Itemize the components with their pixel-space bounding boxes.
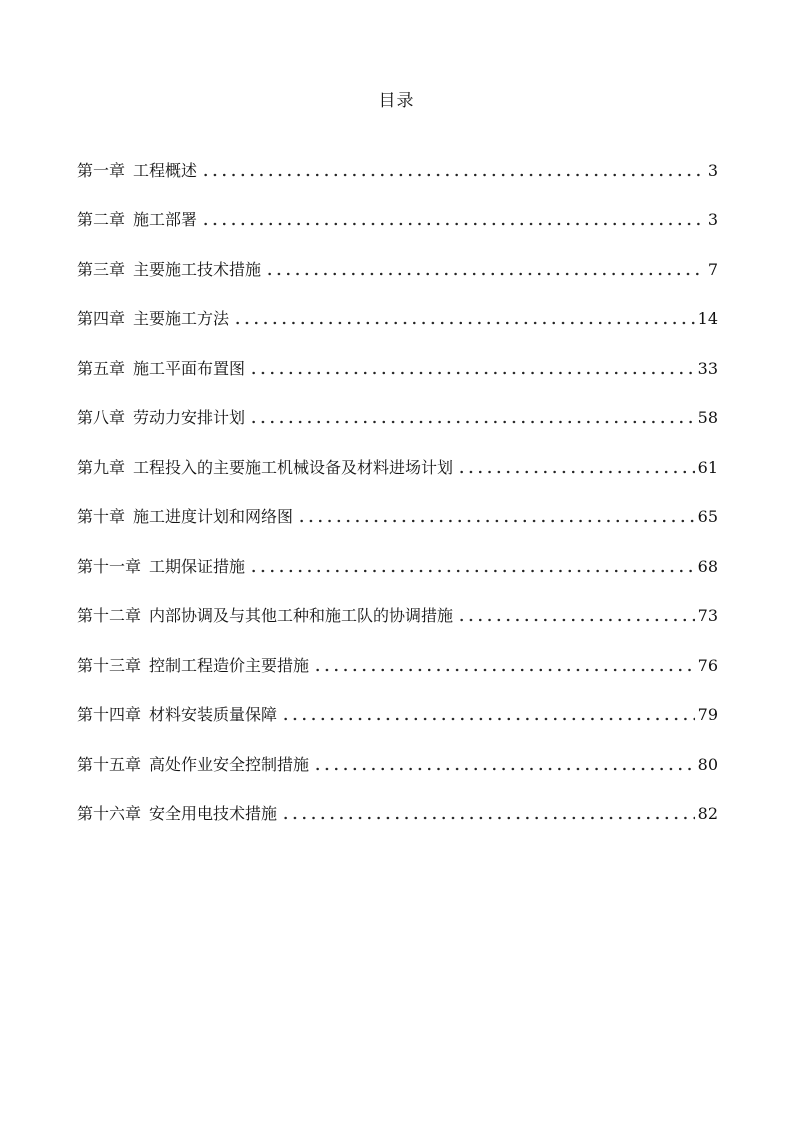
page-number: 61 xyxy=(697,457,718,477)
page-number: 3 xyxy=(707,160,718,180)
chapter-number: 第三章 xyxy=(77,259,126,279)
page-number: 3 xyxy=(707,210,718,229)
toc-entry[interactable] xyxy=(77,134,718,184)
chapter-title: 安全用电技术措施 xyxy=(149,804,278,823)
dot-leader xyxy=(249,371,695,375)
table-of-contents xyxy=(77,134,718,827)
chapter-number: 第二章 xyxy=(77,210,126,229)
dot-leader xyxy=(313,767,695,771)
toc-entry[interactable] xyxy=(77,679,718,729)
toc-entry[interactable] xyxy=(77,382,718,432)
chapter-number: 第十一章 xyxy=(77,556,142,576)
chapter-number: 第十章 xyxy=(77,507,126,526)
toc-entry[interactable] xyxy=(77,580,718,630)
dot-leader xyxy=(281,816,695,820)
dot-leader xyxy=(249,569,695,573)
toc-entry[interactable] xyxy=(77,283,718,333)
toc-entry[interactable] xyxy=(77,184,718,234)
page-number: 73 xyxy=(697,606,718,625)
page-number: 80 xyxy=(697,754,718,774)
chapter-title: 施工平面布置图 xyxy=(133,358,246,378)
page-number: 65 xyxy=(697,507,718,526)
toc-entry[interactable] xyxy=(77,233,718,283)
chapter-number: 第五章 xyxy=(77,358,126,378)
page-number: 58 xyxy=(697,408,718,427)
dot-leader xyxy=(233,321,695,325)
chapter-title: 施工进度计划和网络图 xyxy=(133,507,294,526)
dot-leader xyxy=(457,618,695,622)
chapter-number: 第十三章 xyxy=(77,655,142,675)
chapter-title: 施工部署 xyxy=(133,210,198,229)
chapter-number: 第十六章 xyxy=(77,804,142,823)
chapter-title: 内部协调及与其他工种和施工队的协调措施 xyxy=(149,606,454,625)
toc-title: 目录 xyxy=(378,91,415,111)
dot-leader xyxy=(265,272,705,276)
chapter-number: 第十五章 xyxy=(77,754,142,774)
toc-entry[interactable] xyxy=(77,431,718,481)
page-number: 7 xyxy=(707,259,718,279)
chapter-title: 控制工程造价主要措施 xyxy=(149,655,310,675)
chapter-title: 工期保证措施 xyxy=(149,556,246,576)
dot-leader xyxy=(457,470,695,474)
dot-leader xyxy=(249,420,695,424)
chapter-number: 第八章 xyxy=(77,408,126,427)
chapter-number: 第十四章 xyxy=(77,705,142,724)
toc-entry[interactable] xyxy=(77,481,718,531)
page-number: 14 xyxy=(697,309,718,328)
chapter-title: 工程概述 xyxy=(133,160,198,180)
page-number: 33 xyxy=(697,358,718,378)
chapter-number: 第十二章 xyxy=(77,606,142,625)
dot-leader xyxy=(313,668,695,672)
chapter-number: 第一章 xyxy=(77,160,126,180)
toc-entry[interactable] xyxy=(77,778,718,828)
page-number: 68 xyxy=(697,556,718,576)
toc-entry[interactable] xyxy=(77,530,718,580)
chapter-title: 材料安装质量保障 xyxy=(149,705,278,724)
toc-entry[interactable] xyxy=(77,629,718,679)
page-number: 82 xyxy=(697,804,718,823)
dot-leader xyxy=(281,717,695,721)
toc-entry[interactable] xyxy=(77,332,718,382)
chapter-number: 第九章 xyxy=(77,457,126,477)
page-number: 79 xyxy=(697,705,718,724)
toc-entry[interactable] xyxy=(77,728,718,778)
chapter-title: 高处作业安全控制措施 xyxy=(149,754,310,774)
dot-leader xyxy=(201,173,705,177)
chapter-number: 第四章 xyxy=(77,309,126,328)
chapter-title: 主要施工技术措施 xyxy=(133,259,262,279)
chapter-title: 劳动力安排计划 xyxy=(133,408,246,427)
dot-leader xyxy=(297,519,695,523)
chapter-title: 主要施工方法 xyxy=(133,309,230,328)
dot-leader xyxy=(201,222,705,226)
chapter-title: 工程投入的主要施工机械设备及材料进场计划 xyxy=(133,457,454,477)
page-number: 76 xyxy=(697,655,718,675)
